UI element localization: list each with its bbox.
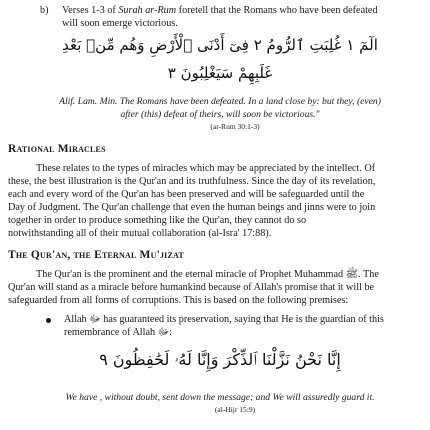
section-heading-rational: Rational Miracles [8, 143, 106, 155]
bullet-line-2: remembrance of Allah ﷻ: [64, 327, 172, 338]
item-b-line1-post: foretell that the Romans who have been defeated [176, 5, 378, 16]
quran-translation-line2: after (this) defeat of theirs, will soon be victorious." [120, 109, 320, 120]
rational-line-3: each and every word of the Qur'an has been preserved and will be safeguarded until the [8, 189, 365, 200]
item-b-line1-pre: Verses 1-3 of [62, 5, 119, 16]
quran-reference-2: (al-Hijr 15:9) [214, 405, 256, 414]
quran-translation-2: We have , without doubt, sent down the message; and We will assuredly guard it. [65, 392, 375, 403]
item-b-marker: b) [40, 5, 49, 16]
eternal-line-2: Qur'an will stand as a miracle before humankind because of Allah's promise that it will be [8, 282, 375, 293]
quran-translation-line1: Alif. Lam. Min. The Romans have been defeated. In a land close by: but they, (even) [59, 96, 381, 107]
bullet-icon [46, 318, 51, 323]
eternal-line-3: safeguarded from all forms of corruptions. This is based on the following premises: [8, 295, 349, 306]
rational-line-2: these, the best illustration is the Qur'an and its truthfulness. Since the day of its revelation, [8, 176, 376, 187]
item-b-line1 [62, 4, 402, 17]
section-heading-eternal: The Qur'an, the Eternal Mu'jizat [8, 249, 184, 261]
rational-line-6: notwithstanding all of their mutual collaboration (al-Isra' 17:88). [8, 228, 272, 239]
rational-paragraph [8, 162, 423, 240]
quran-verse-arabic-line2: غَلَبِهِمْ سَيَغْلِبُونَ ٣ [167, 64, 273, 82]
rational-line-4: Day of Judgment. The Qur'an challenge that even the human beings and jinns were to join [8, 202, 376, 213]
bullet-text [64, 313, 424, 339]
rational-line-1: These relates to the types of miracles which may be appreciated by the intellect. Of [36, 163, 376, 174]
quran-reference: (ar-Rum 30:1-3) [210, 122, 260, 131]
eternal-line-1: The Qur'an is the prominent and the eternal miracle of Prophet Muhammad ﷺ. The [36, 269, 379, 280]
rational-line-5: together in order to produce something like the Qur'an, they cannot do so [8, 215, 307, 226]
item-b-line2: will soon emerge victorious. [62, 18, 178, 29]
item-b-text [62, 4, 402, 30]
bullet-line-1: Allah ﷻ has guaranteed its preservation, saying that He is the guardian of this [64, 314, 384, 325]
quran-verse-arabic-2: إِنَّا نَحْنُ نَزَّلْنَا ٱلذِّكْرَ وَإِنَّا لَهُۥ لَحَٰفِظُونَ ٩ [99, 350, 341, 369]
eternal-paragraph [8, 268, 423, 307]
quran-verse-arabic-line1: الٓمٓ ١ غُلِبَتِ ٱلرُّومُ ٢ فِىٓ أَدْنَى ٱلْأَرْضِ وَهُم مِّنۢ بَعْدِ [62, 36, 378, 54]
surah-name: Surah ar-Rum [118, 5, 177, 16]
